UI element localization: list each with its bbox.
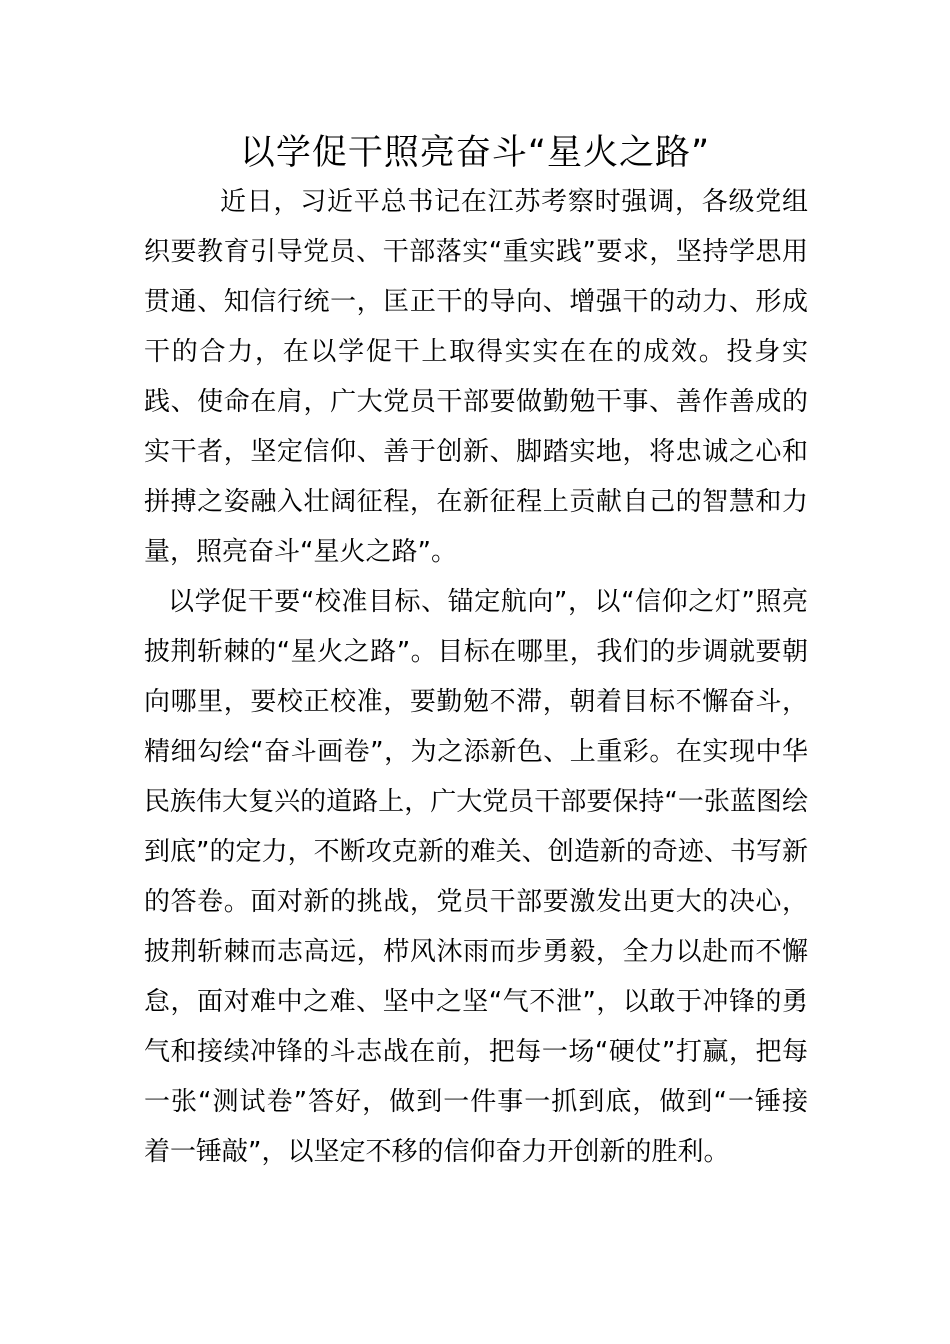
document-title: 以学促干照亮奋斗“星火之路” [239, 133, 711, 173]
paragraph-2: 以学促干要“校准目标、锚定航向”，以“信仰之灯”照亮披荆斩棘的“星火之路”。目标在哪里，我们的步调就要朝向哪里，要校正校准，要勤勉不滞，朝着目标不懈奋斗，精细勾绘“奋斗画卷”，为之添新色、上重彩。在实现中华民族伟大复兴的道路上，广大党员干部要保持“一张蓝图绘到底”的定力，不断攻克新的难关、创造新的奇迹、书写新的答卷。面对新的挑战，党员干部要激发出更大的决心，披荆斩棘而志高远，栉风沐雨而步勇毅，全力以赴而不懈怠，面对难中之难、坚中之坚“气不泄”，以敢于冲锋的勇气和接续冲锋的斗志战在前，把每一场“硬仗”打赢，把每一张“测试卷”答好，做到一件事一抓到底，做到“一锤接着一锤敲”，以坚定不移的信仰奋力开创新的胜利。 [144, 587, 808, 1167]
paragraph-1: 近日，习近平总书记在江苏考察时强调，各级党组织要教育引导党员、干部落实“重实践”要求，坚持学思用贯通、知信行统一，匡正干的导向、增强干的动力、形成干的合力，在以学促干上取得实实在在的成效。投身实践、使命在肩，广大党员干部要做勤勉干事、善作善成的实干者，坚定信仰、善于创新、脚踏实地，将忠诚之心和拼搏之姿融入壮阔征程，在新征程上贡献自己的智慧和力量，照亮奋斗“星火之路”。 [144, 187, 808, 567]
